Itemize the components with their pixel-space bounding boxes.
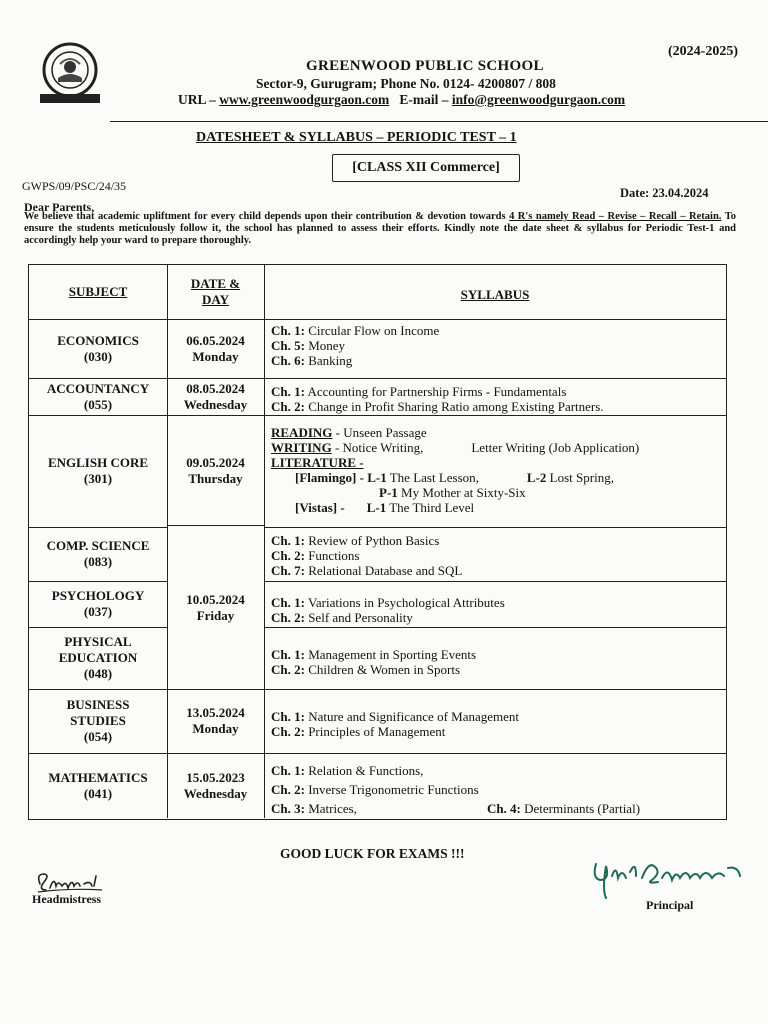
chapter-title: Relation & Functions, [308,763,424,778]
subject-name: ENGLISH CORE [47,455,149,470]
chapter-no: Ch. 6: [271,353,305,368]
subject-name: PSYCHOLOGY [51,588,145,603]
subject-name: COMP. SCIENCE [46,538,150,553]
good-luck-message: GOOD LUCK FOR EXAMS !!! [280,846,465,861]
section-literature: LITERATURE - [271,455,364,470]
url-label: URL – [178,92,216,107]
email-link[interactable]: info@greenwoodgurgaon.com [451,92,626,107]
subject-name: STUDIES [70,713,126,728]
document-title: DATESHEET & SYLLABUS – PERIODIC TEST – 1 [196,130,517,145]
section-detail: - Notice Writing, [334,440,424,455]
principal-label: Principal [646,898,694,912]
chapter-no: Ch. 1: [271,323,305,338]
subject-psychology [29,581,167,627]
chapter-no: Ch. 1: [271,763,305,778]
chapter-no: Ch. 1: [271,709,305,724]
subject-mathematics [29,753,167,818]
syllabus-accountancy [271,384,604,414]
subject-name: ECONOMICS [57,332,139,348]
subject-economics [29,319,167,378]
chapter-title: Children & Women in Sports [308,662,461,677]
exam-date: 13.05.2024 [186,705,245,720]
subject-code: (055) [83,396,113,412]
row-divider [264,627,726,628]
subject-code: (030) [83,348,113,364]
chapter-no: Ch. 1: [271,595,305,610]
subject-code: (054) [83,729,113,744]
reference-number: GWPS/09/PSC/24/35 [22,179,127,193]
chapter-no: Ch. 4: [486,801,521,816]
subject-name: EDUCATION [58,650,138,665]
chapter-title: Nature and Significance of Management [308,709,520,724]
lesson-title: Lost Spring, [549,470,614,485]
syllabus-comp-science [271,533,462,578]
column-divider [264,265,265,818]
subject-comp-science [29,527,167,581]
intro-highlight: 4 R's namely Read – Revise – Recall – Retain. [509,211,722,222]
chapter-title: Management in Sporting Events [308,647,477,662]
header-syllabus [264,265,726,325]
subject-business-studies [29,689,167,753]
school-name: GREENWOOD PUBLIC SCHOOL [306,58,544,74]
subject-name: BUSINESS [66,697,130,712]
chapter-title: Principles of Management [308,724,446,739]
date-economics [167,319,264,378]
section-reading: READING [271,425,333,440]
intro-text-1: We believe that academic upliftment for every child depends upon their contribution & devotion towards [24,211,510,222]
exam-day: Friday [196,608,235,623]
chapter-title: Money [308,338,346,353]
chapter-title: Relational Database and SQL [308,563,463,578]
lesson-no: L-1 [366,500,387,515]
section-detail: Letter Writing (Job Application) [471,440,640,455]
salutation: Dear Parents, [24,200,95,214]
chapter-no: Ch. 1: [271,533,305,548]
chapter-no: Ch. 7: [271,563,305,578]
email-label: E-mail – [399,92,449,107]
poem-no: P-1 [379,485,398,500]
section-writing: WRITING [271,440,332,455]
book-vistas: [Vistas] - [295,500,345,515]
chapter-title: Accounting for Partnership Firms - Fundamentals [307,384,567,399]
subject-code: (037) [83,604,113,619]
chapter-title: Circular Flow on Income [308,323,440,338]
chapter-no: Ch. 2: [271,724,305,739]
syllabus-mathematics [271,761,640,818]
exam-day: Wednesday [183,396,248,412]
syllabus-psychology [271,595,505,625]
contact-line [178,92,625,108]
chapter-title: Review of Python Basics [308,533,440,548]
exam-date: 10.05.2024 [186,592,245,607]
chapter-title: Banking [308,353,353,368]
chapter-title: Inverse Trigonometric Functions [308,782,479,797]
subject-english-core [29,415,167,527]
chapter-no: Ch. 2: [271,610,305,625]
chapter-title: Change in Profit Sharing Ratio among Existing Partners. [308,399,604,414]
date-mathematics [167,753,264,818]
subject-code: (041) [83,785,113,801]
date-english-core [167,415,264,527]
school-logo [30,40,110,106]
exam-date: 09.05.2024 [186,455,245,470]
chapter-no: Ch. 1: [271,647,305,662]
subject-name: ACCOUNTANCY [46,380,150,396]
chapter-title: Self and Personality [308,610,413,625]
subject-code: (083) [83,554,113,569]
subject-code: (048) [83,666,113,681]
chapter-no: Ch. 2: [271,548,305,563]
exam-date: 06.05.2024 [186,332,245,348]
header-subject-text: SUBJECT [68,284,128,299]
syllabus-business-studies [271,709,519,739]
row-divider [264,581,726,582]
headmistress-label: Headmistress [32,892,102,906]
lesson-title: The Third Level [389,500,475,515]
chapter-title: Matrices, [308,801,357,816]
exam-day: Thursday [188,471,243,486]
date-accountancy [167,378,264,415]
header-divider [110,121,768,122]
header-date-day [167,265,264,319]
syllabus-economics [271,323,439,368]
chapter-no: Ch. 2: [271,399,305,414]
syllabus-english-core [271,425,639,515]
chapter-title: Variations in Psychological Attributes [307,595,505,610]
datesheet-table [28,264,727,820]
chapter-title: Determinants (Partial) [524,801,641,816]
exam-date: 08.05.2024 [186,380,245,396]
intro-text-2: To ensure the students meticulously follow it, the school has planned to assess their efforts. Kindly note the date sheet & syllabus for Periodic Test-1 and accordingly help your ward to prepare thoroughly. [24,211,736,246]
lesson-no: L-1 [367,470,387,485]
principal-signature [588,856,748,902]
website-link[interactable]: www.greenwoodgurgaon.com [219,92,390,107]
chapter-no: Ch. 2: [271,782,305,797]
subject-name: PHYSICAL [64,634,132,649]
school-address: Sector-9, Gurugram; Phone No. 0124- 4200807 / 808 [256,76,556,91]
exam-date: 15.05.2023 [186,769,245,785]
subject-name: MATHEMATICS [48,769,148,785]
subject-code: (301) [83,471,113,486]
exam-day: Wednesday [183,785,248,801]
chapter-no: Ch. 5: [271,338,305,353]
class-label: [CLASS XII Commerce] [332,154,520,182]
subject-physical-education [29,627,167,689]
intro-paragraph [24,211,736,247]
section-detail: - Unseen Passage [335,425,427,440]
poem-title: My Mother at Sixty-Six [401,485,526,500]
header-syllabus-text: SYLLABUS [460,287,530,302]
academic-session: (2024-2025) [668,44,738,59]
chapter-no: Ch. 2: [271,662,305,677]
chapter-no: Ch. 3: [271,801,305,816]
exam-day: Monday [192,721,239,736]
date-business-studies [167,689,264,753]
chapter-title: Functions [308,548,360,563]
lesson-title: The Last Lesson, [389,470,479,485]
book-flamingo: [Flamingo] - [295,470,364,485]
chapter-no: Ch. 1: [271,384,305,399]
subject-accountancy [29,378,167,415]
header-date-day-text: DATE & DAY [190,276,241,307]
header-subject [29,265,167,319]
syllabus-physical-education [271,647,476,677]
row-divider [264,527,726,528]
lesson-no: L-2 [526,470,547,485]
exam-day: Monday [192,348,239,364]
issue-date: Date: 23.04.2024 [620,186,709,200]
date-friday-group [167,527,264,689]
